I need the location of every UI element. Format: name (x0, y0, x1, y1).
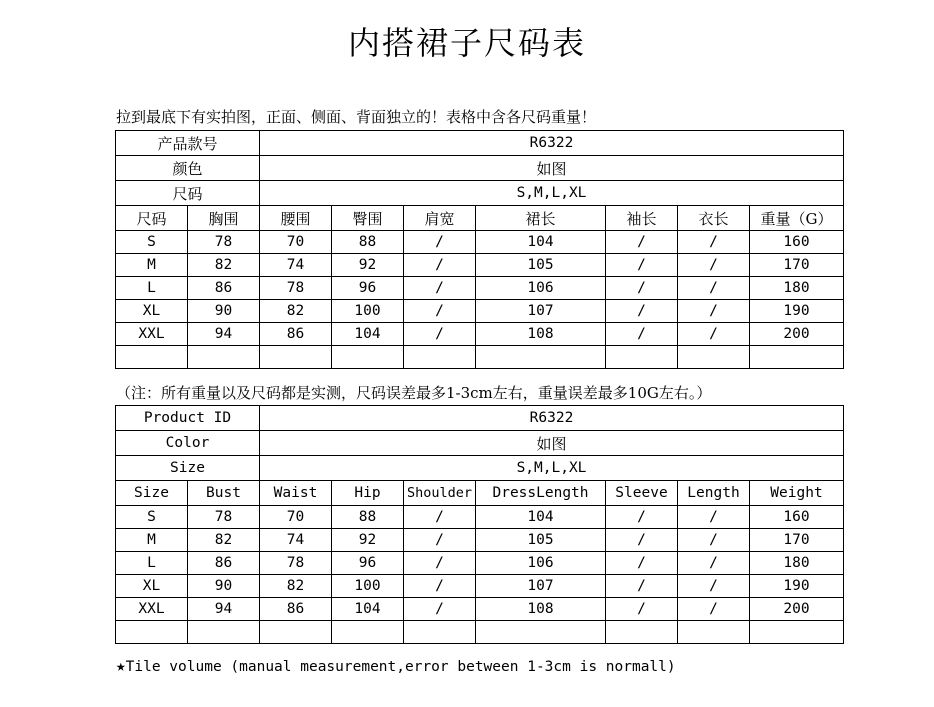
product-id-value: R6322 (260, 406, 844, 431)
header-cell: Bust (188, 481, 260, 506)
table-cell: / (606, 231, 678, 254)
product-id-label: Product ID (116, 406, 260, 431)
table-cell: / (404, 575, 476, 598)
sizes-value: S,M,L,XL (260, 456, 844, 481)
table-cell: 86 (260, 598, 332, 621)
table-cell: 82 (188, 254, 260, 277)
table-cell: 92 (332, 254, 404, 277)
table-cell: / (606, 323, 678, 346)
table-cell: S (116, 231, 188, 254)
table-cell: / (404, 254, 476, 277)
header-row (116, 481, 844, 506)
table-cell: / (678, 506, 750, 529)
table-cell: 200 (750, 598, 844, 621)
table-cell: 74 (260, 529, 332, 552)
star-icon: ★ (116, 656, 126, 675)
color-row (116, 156, 844, 181)
size-table-english (115, 405, 844, 644)
table-cell: 90 (188, 300, 260, 323)
table-cell: 96 (332, 277, 404, 300)
table-cell: 107 (476, 300, 606, 323)
table-row (116, 506, 844, 529)
table-cell: / (606, 552, 678, 575)
table-cell: 180 (750, 552, 844, 575)
table-cell: XL (116, 575, 188, 598)
sizes-label: 尺码 (116, 181, 260, 206)
table-cell: 88 (332, 231, 404, 254)
empty-row (116, 621, 844, 644)
table-row (116, 231, 844, 254)
table-cell: / (678, 598, 750, 621)
table-cell: / (678, 552, 750, 575)
table-cell: / (606, 529, 678, 552)
table-cell: 108 (476, 323, 606, 346)
header-cell: 胸围 (188, 206, 260, 231)
table-cell: 106 (476, 552, 606, 575)
table-cell: 92 (332, 529, 404, 552)
page-title: 内搭裙子尺码表 (347, 24, 586, 62)
table-cell: / (606, 300, 678, 323)
table-row (116, 552, 844, 575)
table-cell: / (678, 529, 750, 552)
table-cell: 74 (260, 254, 332, 277)
header-cell: Length (678, 481, 750, 506)
table-cell: 100 (332, 575, 404, 598)
color-value: 如图 (260, 156, 844, 181)
table-cell: 86 (188, 552, 260, 575)
table-row (116, 323, 844, 346)
table-cell: 105 (476, 254, 606, 277)
table-cell: 78 (188, 231, 260, 254)
table-cell: / (606, 254, 678, 277)
table-cell: / (678, 323, 750, 346)
table-cell: 190 (750, 300, 844, 323)
table-cell: / (404, 529, 476, 552)
table-cell: 108 (476, 598, 606, 621)
table-cell: 82 (260, 575, 332, 598)
table-cell: / (678, 254, 750, 277)
table-cell: M (116, 254, 188, 277)
table-cell: 107 (476, 575, 606, 598)
table-cell: / (678, 231, 750, 254)
header-cell: DressLength (476, 481, 606, 506)
color-label: Color (116, 431, 260, 456)
header-cell: Hip (332, 481, 404, 506)
header-cell: 臀围 (332, 206, 404, 231)
product-id-label: 产品款号 (116, 131, 260, 156)
table-cell: L (116, 277, 188, 300)
table-cell: / (606, 277, 678, 300)
product-id-row (116, 406, 844, 431)
table-cell: / (678, 300, 750, 323)
table-cell: 104 (476, 506, 606, 529)
table-cell: / (404, 552, 476, 575)
table-cell: / (404, 277, 476, 300)
top-note: 拉到最底下有实拍图，正面、侧面、背面独立的！表格中含各尺码重量！ (116, 108, 597, 126)
table-cell: 78 (260, 277, 332, 300)
table-cell: 160 (750, 506, 844, 529)
table-cell: 104 (332, 598, 404, 621)
table-row (116, 254, 844, 277)
table-cell: 78 (188, 506, 260, 529)
table-cell: 86 (188, 277, 260, 300)
color-label: 颜色 (116, 156, 260, 181)
table-cell: 100 (332, 300, 404, 323)
sizes-value: S,M,L,XL (260, 181, 844, 206)
header-cell: Shoulder (404, 481, 476, 506)
header-cell: 肩宽 (404, 206, 476, 231)
table-cell: 88 (332, 506, 404, 529)
table-cell: / (404, 300, 476, 323)
table-cell: 90 (188, 575, 260, 598)
table-cell: 82 (260, 300, 332, 323)
table-cell: L (116, 552, 188, 575)
product-id-value: R6322 (260, 131, 844, 156)
table-cell: 190 (750, 575, 844, 598)
table-row (116, 529, 844, 552)
table-cell: / (678, 277, 750, 300)
header-cell: 裙长 (476, 206, 606, 231)
table-cell: / (606, 598, 678, 621)
table-cell: 105 (476, 529, 606, 552)
empty-row (116, 346, 844, 369)
table-cell: 78 (260, 552, 332, 575)
header-cell: Size (116, 481, 188, 506)
header-cell: Sleeve (606, 481, 678, 506)
table-cell: / (606, 506, 678, 529)
table-row (116, 300, 844, 323)
header-cell: 尺码 (116, 206, 188, 231)
color-value: 如图 (260, 431, 844, 456)
header-cell: Waist (260, 481, 332, 506)
header-row (116, 206, 844, 231)
table-cell: XL (116, 300, 188, 323)
table-cell: / (404, 231, 476, 254)
table-cell: 104 (476, 231, 606, 254)
color-row (116, 431, 844, 456)
table-cell: 70 (260, 231, 332, 254)
sizes-row (116, 181, 844, 206)
table-cell: / (678, 575, 750, 598)
table-cell: 82 (188, 529, 260, 552)
table-cell: / (606, 575, 678, 598)
header-cell: 重量（G） (750, 206, 844, 231)
sizes-row (116, 456, 844, 481)
size-table-chinese (115, 130, 844, 369)
table-row (116, 598, 844, 621)
table-cell: 70 (260, 506, 332, 529)
table-cell: 200 (750, 323, 844, 346)
table-cell: 96 (332, 552, 404, 575)
table-cell: 94 (188, 323, 260, 346)
table-cell: / (404, 598, 476, 621)
sizes-label: Size (116, 456, 260, 481)
measurement-note: （注：所有重量以及尺码都是实测，尺码误差最多1-3cm左右，重量误差最多10G左右。） (116, 384, 712, 402)
table-cell: / (404, 506, 476, 529)
table-cell: 180 (750, 277, 844, 300)
header-cell: 腰围 (260, 206, 332, 231)
table-cell: XXL (116, 598, 188, 621)
table-row (116, 277, 844, 300)
table-cell: S (116, 506, 188, 529)
table-cell: 170 (750, 254, 844, 277)
footnote-text: Tile volume (manual measurement,error between 1-3cm is normall) (125, 659, 676, 675)
table-cell: 86 (260, 323, 332, 346)
table-cell: 170 (750, 529, 844, 552)
footnote (116, 656, 676, 675)
header-cell: Weight (750, 481, 844, 506)
table-cell: / (404, 323, 476, 346)
table-row (116, 575, 844, 598)
product-id-row (116, 131, 844, 156)
table-cell: 94 (188, 598, 260, 621)
table-cell: 106 (476, 277, 606, 300)
table-cell: M (116, 529, 188, 552)
table-cell: XXL (116, 323, 188, 346)
header-cell: 袖长 (606, 206, 678, 231)
table-cell: 104 (332, 323, 404, 346)
table-cell: 160 (750, 231, 844, 254)
header-cell: 衣长 (678, 206, 750, 231)
